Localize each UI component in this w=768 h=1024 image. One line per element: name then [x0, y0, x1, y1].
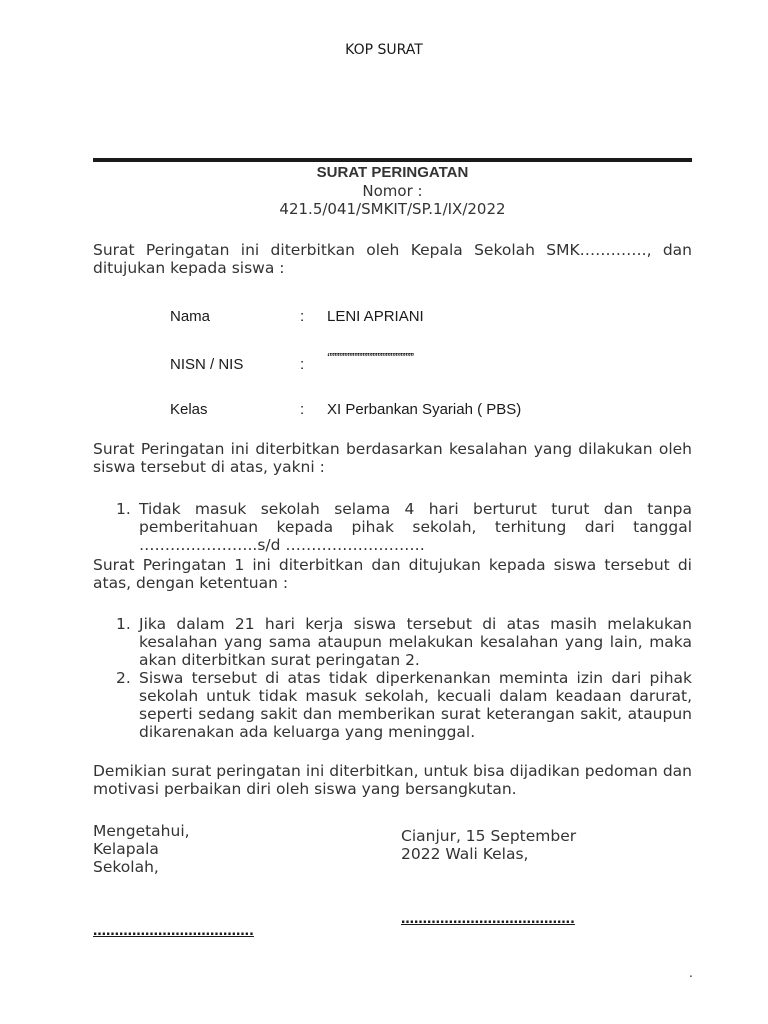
student-name-row — [170, 308, 690, 328]
letter-number: 421.5/041/SMKIT/SP.1/IX/2022 — [279, 200, 506, 218]
student-nisn-row — [170, 350, 690, 374]
terms-list — [93, 615, 692, 741]
student-class-row — [170, 401, 690, 421]
letter-number-label: Nomor : — [362, 182, 423, 200]
intro-paragraph: Surat Peringatan ini diterbitkan oleh Kepala Sekolah SMK…………., dan ditujukan kepada siswa : — [93, 241, 692, 277]
header-divider — [93, 158, 692, 162]
closing-paragraph: Demikian surat peringatan ini diterbitkan, untuk bisa dijadikan pedoman dan motivasi perbaikan diri oleh siswa yang bersangkutan. — [93, 762, 692, 798]
principal-signature-line: ………………………………. — [93, 924, 254, 939]
list-text: Jika dalam 21 hari kerja siswa tersebut di atas masih melakukan kesalahan yang sama ataupun melakukan kesalahan yang lain, maka akan diterbitkan surat peringatan 2. — [139, 615, 692, 669]
terms-intro-paragraph: Surat Peringatan 1 ini diterbitkan dan ditujukan kepada siswa tersebut di atas, dengan ketentuan : — [93, 556, 692, 592]
reason-intro-paragraph: Surat Peringatan ini diterbitkan berdasarkan kesalahan yang dilakukan oleh siswa tersebut di atas, yakni : — [93, 440, 692, 476]
student-class: XI Perbankan Syariah ( PBS) — [327, 401, 522, 418]
list-item — [93, 615, 692, 669]
list-text: Siswa tersebut di atas tidak diperkenankan meminta izin dari pihak sekolah untuk tidak masuk sekolah, kecuali dalam keadaan darurat, seperti sedang sakit dan memberikan surat keterangan sakit, ataupun dikarenakan ada keluarga yang meninggal. — [139, 669, 692, 741]
field-colon: : — [300, 356, 305, 373]
signature-text: Sekolah, — [93, 858, 159, 876]
homeroom-signature-line: …………………………………. — [401, 912, 575, 927]
list-number: 1. — [116, 500, 131, 518]
field-colon: : — [300, 401, 305, 418]
student-name: LENI APRIANI — [327, 308, 424, 325]
student-nisn: ‘’’’’’’’’’’’’’’’’’’’’’’’’’’’’’’’’’’’’’’’’’’’’’’’’’’’ — [327, 350, 414, 365]
signature-text: Mengetahui, — [93, 822, 190, 840]
signature-text: Kelapala — [93, 840, 159, 858]
letter-title-block — [93, 164, 692, 218]
corner-mark: . — [689, 966, 693, 980]
list-number: 1. — [116, 615, 131, 633]
list-item — [93, 500, 692, 554]
reason-list — [93, 500, 692, 554]
field-label: Kelas — [170, 401, 208, 418]
homeroom-signature-block — [401, 827, 621, 863]
place-date: Cianjur, 15 September — [401, 827, 577, 845]
list-text: Tidak masuk sekolah selama 4 hari berturut turut dan tanpa pemberitahuan kepada pihak sekolah, terhitung dari tanggal …………………..s/d ……………………… — [139, 500, 692, 554]
letterhead-placeholder: KOP SURAT — [345, 42, 423, 58]
principal-signature-block — [93, 822, 223, 876]
field-label: Nama — [170, 308, 211, 325]
field-colon: : — [300, 308, 305, 325]
letter-title: SURAT PERINGATAN — [316, 164, 469, 181]
list-number: 2. — [116, 669, 131, 687]
list-item — [93, 669, 692, 741]
field-label: NISN / NIS — [170, 356, 244, 373]
signature-text: 2022 Wali Kelas, — [401, 845, 529, 863]
